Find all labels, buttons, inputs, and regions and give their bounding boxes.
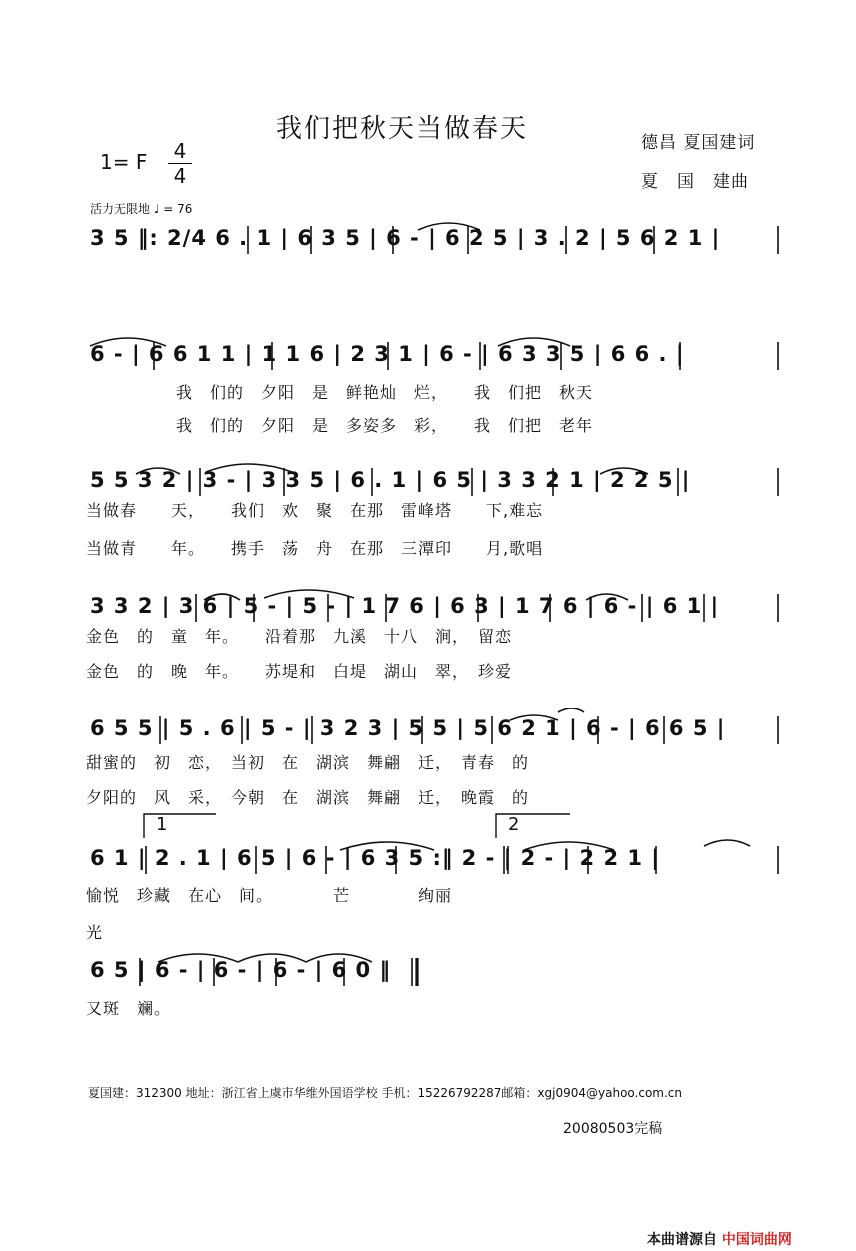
row-3-lyrics-verse-1: 当做春 天， 我们 欢 聚 在那 雷峰塔 下,难忘 (86, 501, 544, 520)
row-6-lyrics-verse-2: 光 (86, 923, 104, 942)
second-ending-label: 2 (508, 814, 520, 835)
row-5-lyrics-verse-1: 甜蜜的 初 恋， 当初 在 湖滨 舞翩 迁， 青春 的 (86, 753, 530, 772)
score-row-2 (88, 334, 782, 374)
composer-credit: 夏 国 建曲 (641, 172, 749, 192)
ending-brackets (140, 810, 640, 840)
row-6-notes: 6 1 | 2 . 1 | 6 5 | 6 - | 6 3 5 :‖ 2 - | 2 - | 2 2 1 | (90, 846, 660, 870)
row-1-notes: 3 5 ‖: 2/4 6 . 1 | 6 3 5 | 6 - | 6 2 5 | 3 . 2 | 5 6 2 1 | (90, 226, 721, 250)
completion-date: 20080503完稿 (563, 1121, 663, 1137)
score-row-6 (88, 838, 782, 878)
score-row-3 (88, 460, 782, 500)
time-signature-bottom: 4 (173, 164, 187, 188)
row-5-notes: 6 5 5 | 5 . 6 | 5 - | 3 2 3 | 5 5 | 5 6 2 1 | 6 - | 6 6 5 | (90, 716, 726, 740)
row-3-notes: 5 5 3 2 | 3 - | 3 3 5 | 6 . 1 | 6 5 | 3 3 2 1 | 2 2 5 | (90, 468, 691, 492)
row-3-lyrics-verse-2: 当做青 年。 携手 荡 舟 在那 三潭印 月,歌唱 (86, 539, 544, 558)
score-row-1 (88, 218, 782, 258)
row-5-lyrics-verse-2: 夕阳的 风 采， 今朝 在 湖滨 舞翩 迁， 晚霞 的 (86, 788, 530, 807)
row-4-lyrics-verse-1: 金色 的 童 年。 沿着那 九溪 十八 涧， 留恋 (86, 627, 513, 646)
lyricist-credit: 德昌 夏国建词 (641, 133, 756, 153)
row-7-lyrics-verse-1: 又斑 斓。 (86, 999, 172, 1018)
source-prefix: 本曲谱源自 (647, 1232, 717, 1248)
time-signature-top: 4 (173, 139, 187, 163)
row-2-lyrics-verse-1: 我 们的 夕阳 是 鲜艳灿 烂， 我 们把 秋天 (176, 383, 594, 402)
contact-footer: 夏国建：312300 地址：浙江省上虞市华维外国语学校 手机：15226792287邮箱：xgj0904@yahoo.com.cn (88, 1086, 683, 1100)
source-credit (647, 1229, 792, 1249)
key-signature: 1= F (100, 150, 148, 174)
first-ending-label: 1 (156, 814, 168, 835)
row-2-notes: 6 - | 6 6 1 1 | 1 1 6 | 2 3 1 | 6 - | 6 3 3 5 | 6 6 . | (90, 342, 685, 366)
song-title: 我们把秋天当做春天 (276, 114, 529, 144)
row-6-lyrics-verse-1: 愉悦 珍藏 在心 间。 芒 绚丽 (86, 886, 453, 905)
score-row-4 (88, 586, 782, 626)
row-4-notes: 3 3 2 | 3 6 | 5 - | 5 - | 1 7 6 | 6 3 | 1 7 6 | 6 - | 6 1 | (90, 594, 720, 618)
source-site: 中国词曲网 (721, 1232, 792, 1248)
time-signature (168, 140, 192, 187)
score-row-5 (88, 708, 782, 748)
row-2-lyrics-verse-2: 我 们的 夕阳 是 多姿多 彩， 我 们把 老年 (176, 416, 594, 435)
tempo-marking: 活力无限地 ♩ = 76 (90, 202, 193, 216)
score-row-7 (88, 950, 448, 990)
row-4-lyrics-verse-2: 金色 的 晚 年。 苏堤和 白堤 湖山 翠， 珍爱 (86, 662, 513, 681)
row-7-notes: 6 5 | 6 - | 6 - | 6 - | 6 0 ‖ (90, 958, 391, 982)
